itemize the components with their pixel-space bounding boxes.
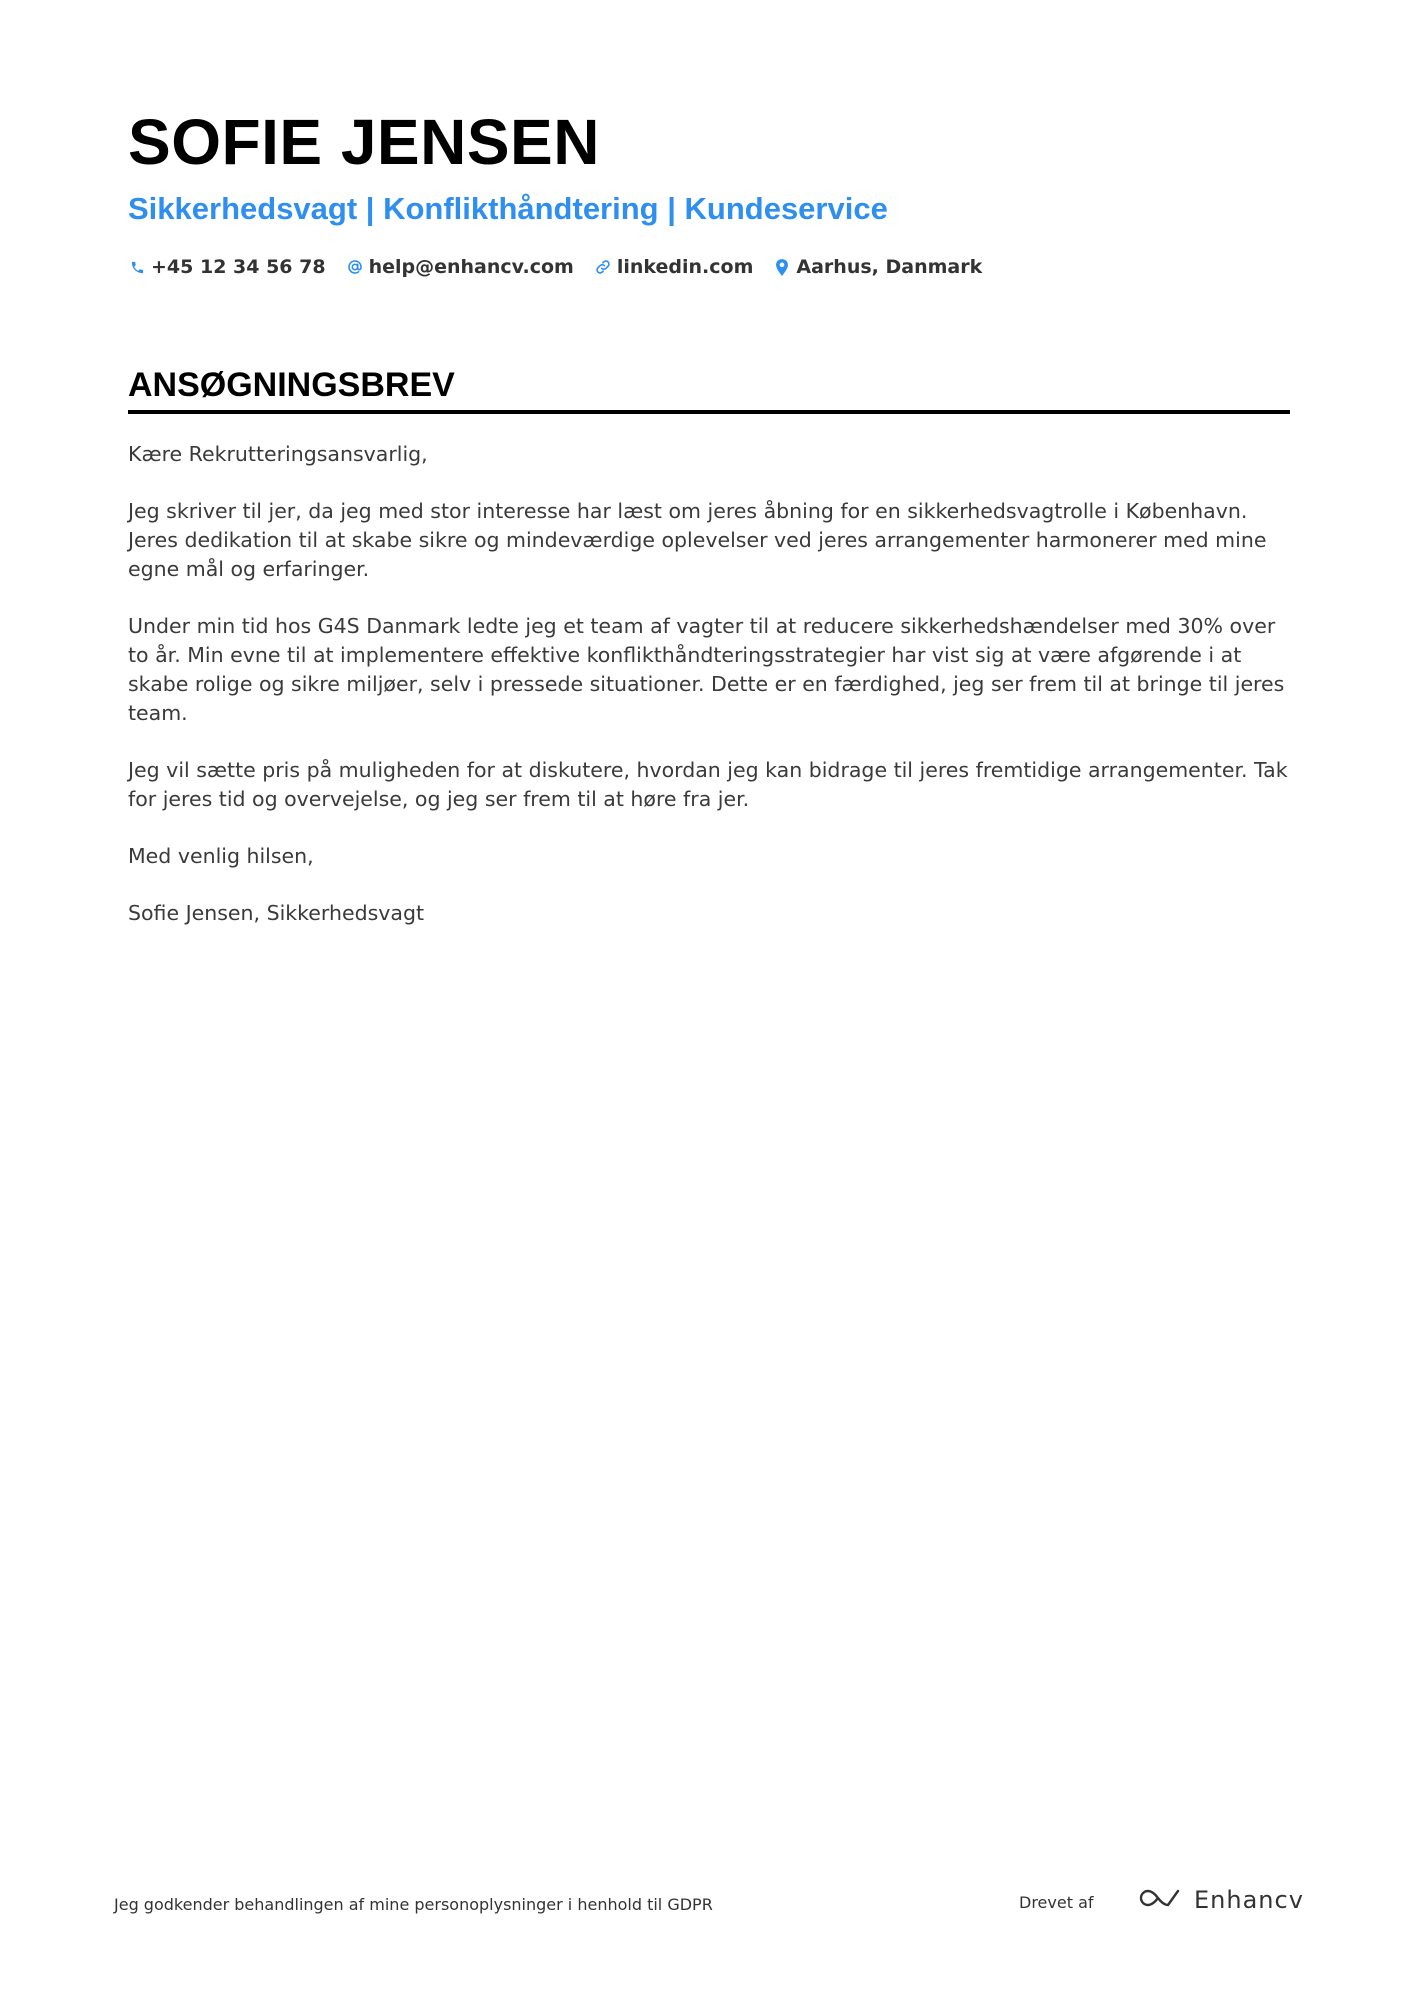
letter-closing: Med venlig hilsen, — [128, 844, 314, 868]
at-icon — [346, 258, 364, 276]
contact-bar — [128, 256, 1002, 278]
enhancv-logo-text: Enhancv — [1194, 1886, 1304, 1914]
candidate-name: SOFIE JENSEN — [128, 106, 600, 178]
enhancv-logo-icon — [1138, 1886, 1184, 1914]
phone-icon — [128, 258, 146, 276]
contact-phone[interactable] — [128, 256, 326, 278]
enhancv-logo[interactable] — [1138, 1886, 1304, 1914]
contact-phone-text: +45 12 34 56 78 — [151, 256, 326, 278]
section-title: ANSØGNINGSBREV — [128, 366, 455, 404]
section-divider — [128, 410, 1290, 414]
letter-paragraph: Under min tid hos G4S Danmark ledte jeg et team af vagter til at reducere sikkerhedshændelser med 30% over to år. Min evne til at implementere effektive konflikthåndteringsstrategier har vist sig at være afgørende i at skabe rolige og sikre miljøer, selv i pressede situationer. Dette er en færdighed, jeg ser frem til at bringe til jeres team. — [128, 614, 1285, 725]
letter-body — [128, 440, 1290, 956]
contact-link[interactable] — [594, 256, 754, 278]
link-icon — [594, 258, 612, 276]
candidate-title: Sikkerhedsvagt | Konflikthåndtering | Kundeservice — [128, 191, 888, 226]
contact-location-text: Aarhus, Danmark — [796, 256, 983, 278]
contact-email[interactable] — [346, 256, 574, 278]
map-pin-icon — [773, 258, 791, 276]
gdpr-consent-text: Jeg godkender behandlingen af mine personoplysninger i henhold til GDPR — [114, 1895, 713, 1914]
powered-by-label: Drevet af — [1019, 1893, 1094, 1912]
contact-location — [773, 256, 982, 278]
letter-paragraph: Jeg vil sætte pris på muligheden for at diskutere, hvordan jeg kan bidrage til jeres fremtidige arrangementer. Tak for jeres tid og overvejelse, og jeg ser frem til at høre fra jer. — [128, 758, 1288, 811]
letter-greeting: Kære Rekrutteringsansvarlig, — [128, 442, 428, 466]
contact-email-text: help@enhancv.com — [368, 256, 574, 278]
letter-signature: Sofie Jensen, Sikkerhedsvagt — [128, 901, 425, 925]
contact-link-text: linkedin.com — [616, 256, 754, 278]
letter-paragraph: Jeg skriver til jer, da jeg med stor interesse har læst om jeres åbning for en sikkerhedsvagtrolle i København. Jeres dedikation til at skabe sikre og mindeværdige oplevelser ved jeres arrangementer harmonerer med mine egne mål og erfaringer. — [128, 499, 1267, 581]
